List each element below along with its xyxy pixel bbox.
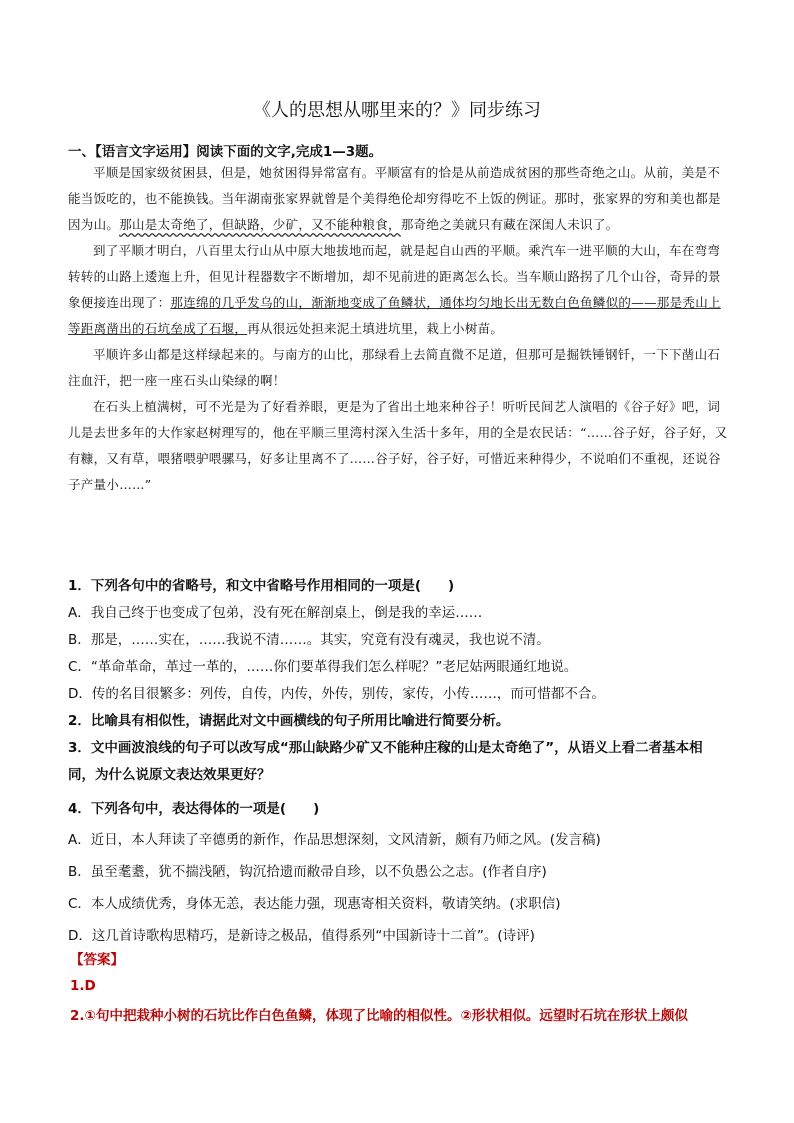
question-1-option-c: C．“革命革命，革过一革的，……你们要革得我们怎么样呢？”老尼姑两眼通红地说。 (68, 659, 578, 675)
question-4-stem: 4．下列各句中，表达得体的一项是( ) (68, 801, 320, 817)
question-1-option-b: B．那是，……实在，……我说不清……。其实，究竟有没有魂灵，我也说不清。 (68, 632, 550, 648)
reading-passage (68, 160, 728, 498)
section-heading: 一、【语言文字运用】阅读下面的文字,完成1—3题。 (68, 144, 383, 160)
question-1-option-a: A．我自己终于也变成了包弟，没有死在解剖桌上，倒是我的幸运…… (68, 605, 483, 621)
question-2: 2．比喻具有相似性，请据此对文中画横线的句子所用比喻进行简要分析。 (68, 713, 510, 729)
page-title: 《人的思想从哪里来的？》同步练习 (253, 100, 541, 121)
passage-text: 到了平顺才明白，八百里太行山从中原大地拔地而起，就是起自山西的平顺。乘汽车一进平顺的大山，车在弯弯转转的山路上逶迤上升，但见计程器数字不断增加，却不见前进的距离怎么长。当车顺山路拐了几个山谷，奇异的景象便接连出现了： (68, 243, 721, 310)
passage-paragraph-2 (68, 238, 728, 342)
passage-paragraph-1 (68, 160, 728, 238)
question-3-line-1: 3．文中画波浪线的句子可以改写成“那山缺路少矿又不能种庄稼的山是太奇绝了”，从语义上看二者基本相 (68, 740, 703, 756)
underlined-sentence: 那连绵的几乎发乌的山，渐渐地变成了鱼鳞状，通体均匀地长出无数白色鱼鳞似的——那是秃山上等距离凿出的石坑垒成了石堰， (68, 295, 721, 336)
passage-paragraph-4: 在石头上植满树，可不光是为了好看养眼，更是为了省出土地来种谷子！听听民间艺人演唱的《谷子好》吧，词儿是去世多年的大作家赵树理写的，他在平顺三里湾村深入生活十多年，用的全是农民话：“……谷子好，谷子好，又有糠，又有草，喂猪喂驴喂骡马，好多让里离不了……谷子好，谷子好，可惜近来种得少，不说咱们不重视，还说谷子产量小……” (68, 399, 728, 492)
answer-2: 2.①句中把栽种小树的石坑比作白色鱼鳞，体现了比喻的相似性。②形状相似。远望时石坑在形状上颇似 (70, 1008, 688, 1024)
passage-text: 平顺是国家级贫困县，但是，她贫困得异常富有。平顺富有的恰是从前造成贫困的那些奇绝之山。从前，美是不能当饭吃的，也不能换钱。当年湖南张家界就曾是个美得绝伦却穷得吃不上饭的例证。那时，张家界的穷和美也都是因为山。 (68, 165, 721, 232)
question-4-option-b: B．虽至耄耋，犹不揣浅陋，钩沉拾遗而敝帚自珍，以不负愚公之志。(作者自序) (68, 864, 547, 880)
passage-paragraph-3: 平顺许多山都是这样绿起来的。与南方的山比，那绿看上去简直微不足道，但那可是掘铁锤钢钎，一下下凿山石注血汗，把一座一座石头山染绿的啊！ (68, 347, 721, 388)
question-1-stem: 1．下列各句中的省略号，和文中省略号作用相同的一项是( ) (68, 578, 455, 594)
question-3-line-2: 同，为什么说原文表达效果更好？ (68, 767, 271, 783)
question-1-option-d: D．传的名目很繁多：列传，自传，内传，外传，别传，家传，小传……，而可惜都不合。 (68, 686, 605, 702)
passage-text: 再从很远处担来泥土填进坑里，栽上小树苗。 (247, 321, 504, 336)
answer-1: 1.D (70, 978, 96, 994)
passage-text: 那奇绝之美就只有藏在深闺人未识了。 (400, 217, 619, 232)
wavy-underlined-sentence: 那山是太奇绝了，但缺路，少矿，又不能种粮食， (119, 217, 401, 232)
answer-tag: 【答案】 (70, 952, 124, 968)
question-4-option-d: D．这几首诗歌构思精巧，是新诗之极品，值得系列“中国新诗十二首”。(诗评) (68, 928, 535, 944)
question-4-option-a: A．近日，本人拜读了辛德勇的新作，作品思想深刻，文风清新，颇有乃师之风。(发言稿) (68, 832, 601, 848)
question-4-option-c: C．本人成绩优秀，身体无恙，表达能力强，现惠寄相关资料，敬请笑纳。(求职信) (68, 896, 561, 912)
